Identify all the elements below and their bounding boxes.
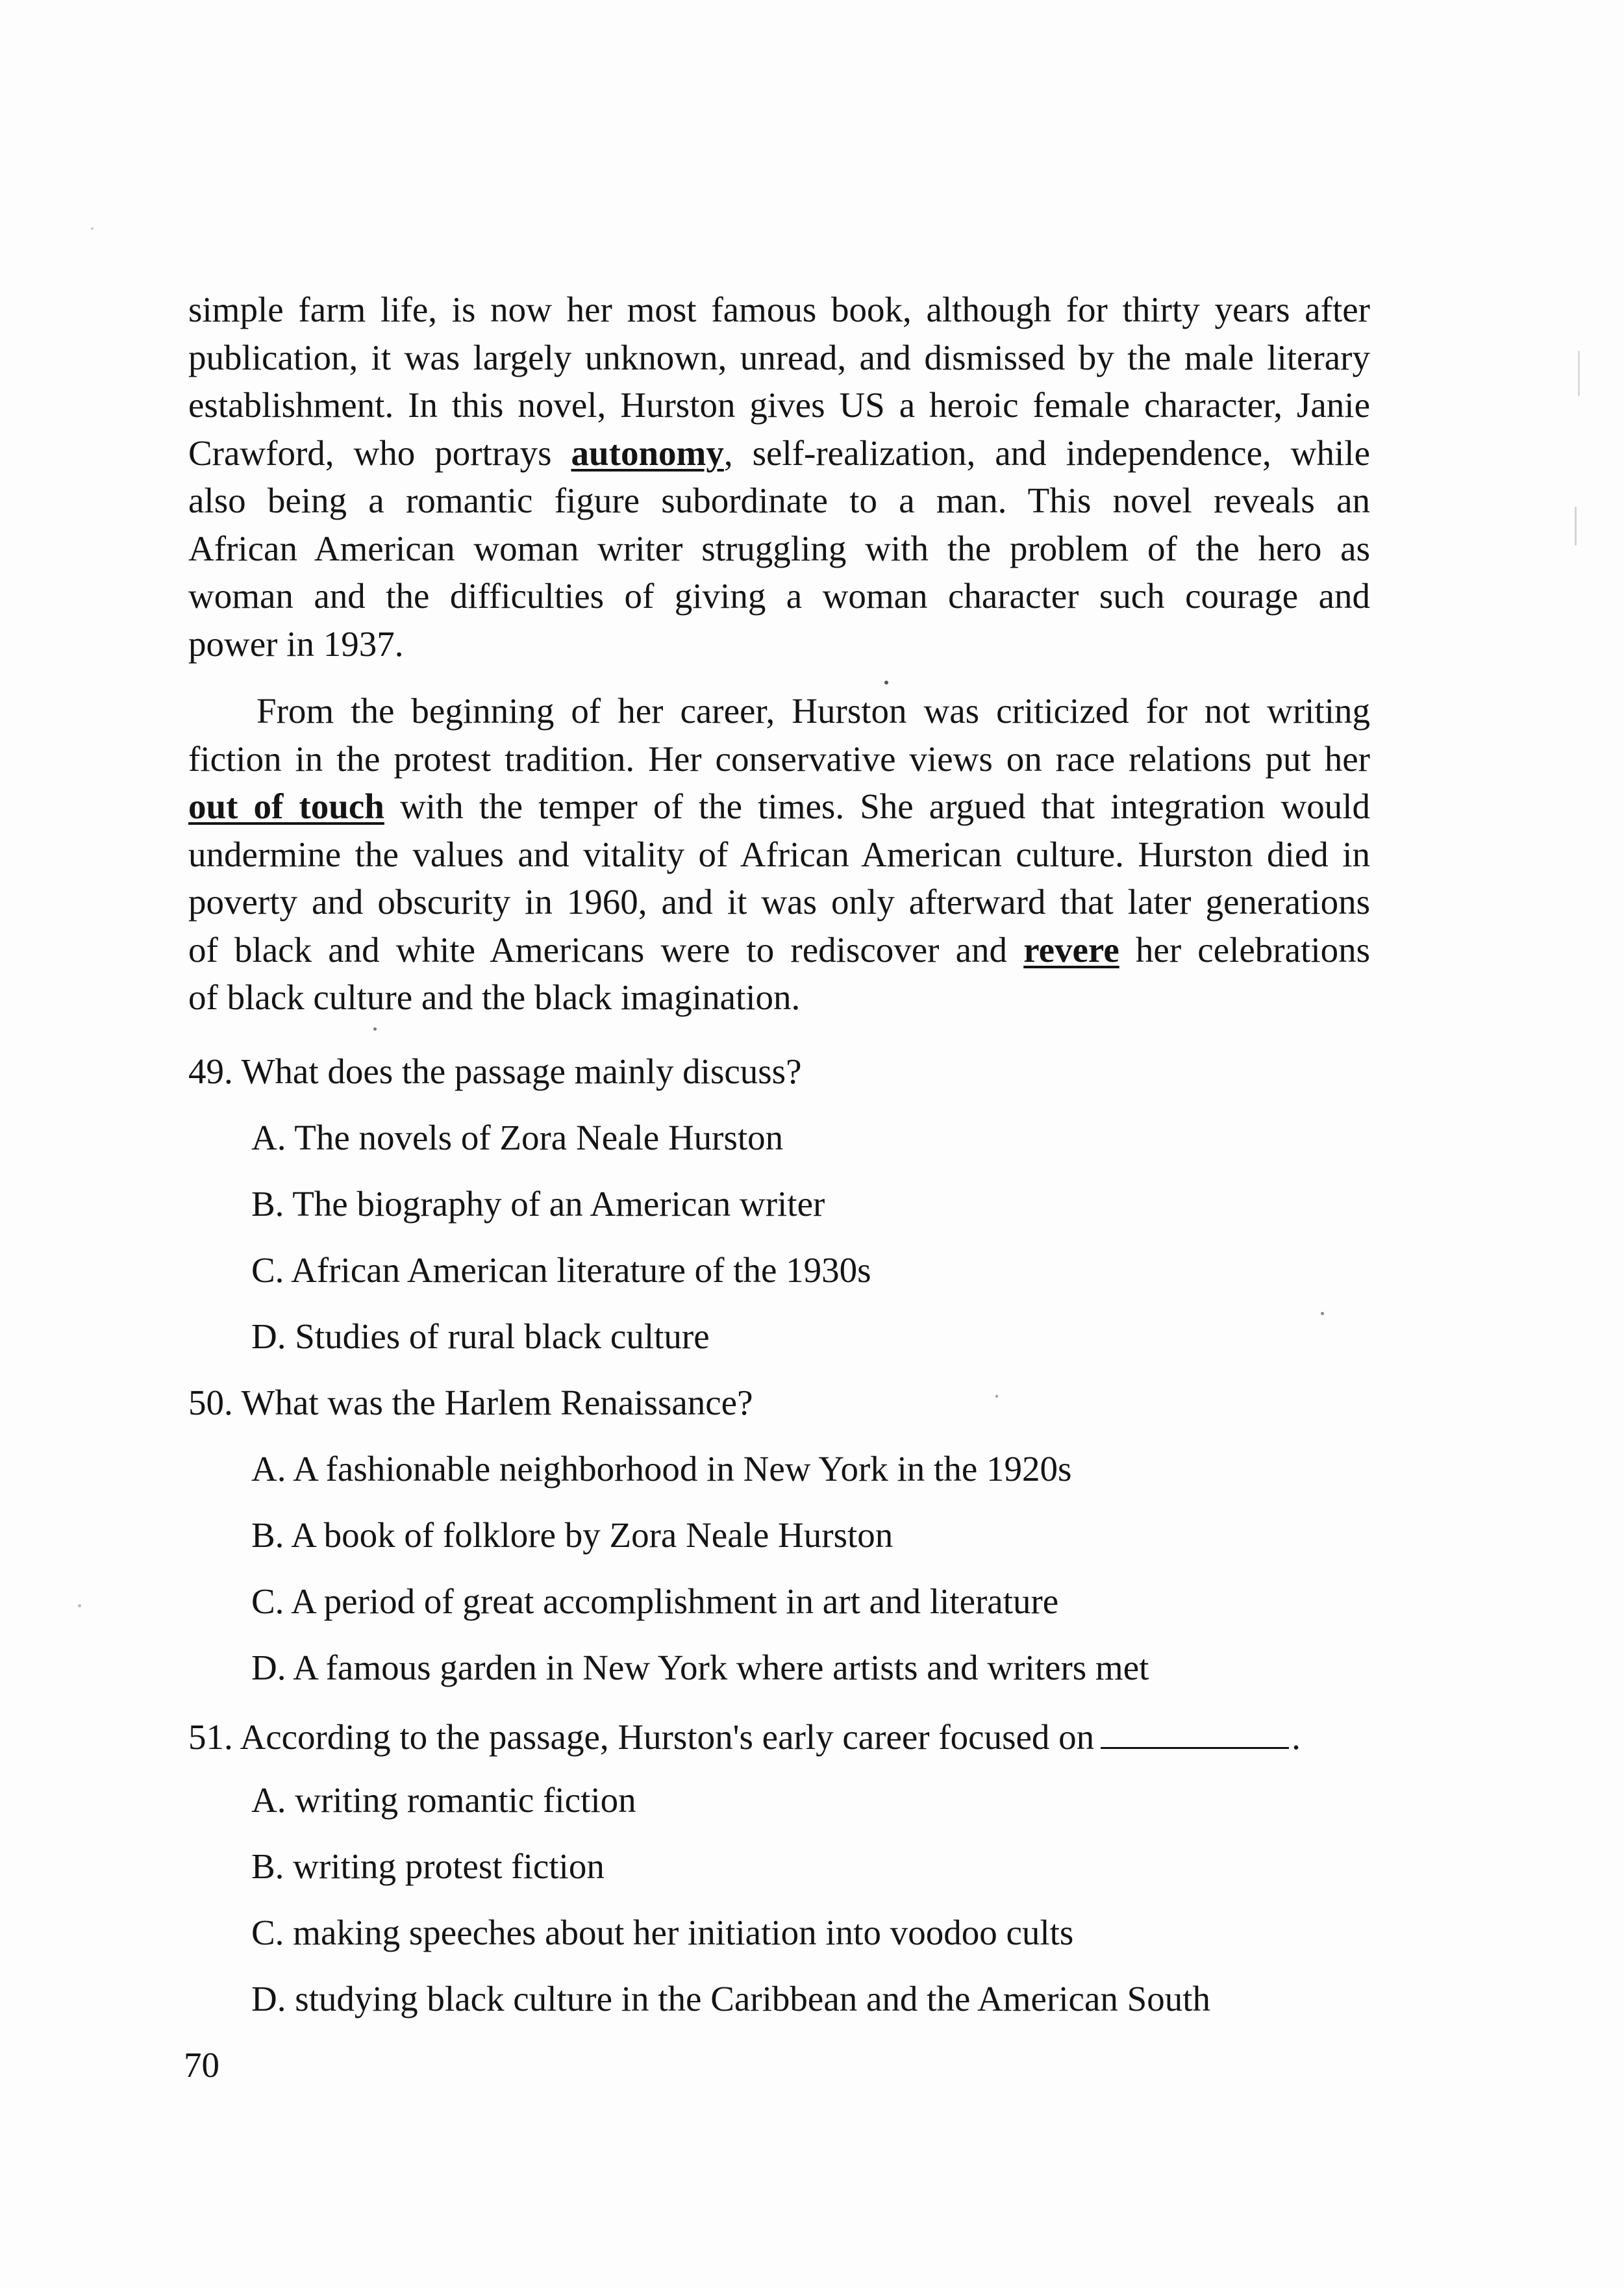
- paragraph-line: also being a romantic figure subordinate to a man. This novel reveals an: [188, 481, 1370, 520]
- question-number: 50.: [188, 1383, 233, 1422]
- paragraph-line: power in 1937.: [188, 623, 404, 664]
- line-text: her celebrations: [1119, 929, 1371, 970]
- option-50-d: D. A famous garden in New York where artists and writers met: [251, 1648, 1149, 1687]
- passage-paragraph-2: [188, 687, 1370, 1022]
- paragraph-line: [188, 783, 1370, 831]
- option-51-c: C. making speeches about her initiation into voodoo cults: [251, 1913, 1074, 1952]
- paragraph-line: woman and the difficulties of giving a woman character such courage and: [188, 576, 1370, 616]
- option-50-a: A. A fashionable neighborhood in New York in the 1920s: [251, 1449, 1072, 1489]
- question-text: What was the Harlem Renaissance?: [241, 1383, 753, 1422]
- scan-speck: [78, 1604, 81, 1607]
- question-text: What does the passage mainly discuss?: [241, 1051, 802, 1091]
- paragraph-line: establishment. In this novel, Hurston gives US a heroic female character, Janie: [188, 385, 1370, 425]
- keyword-autonomy: autonomy: [571, 433, 724, 473]
- line-text: of black and white Americans were to rediscover and: [188, 929, 1024, 970]
- paragraph-line: undermine the values and vitality of African American culture. Hurston died in: [188, 834, 1370, 874]
- question-text: According to the passage, Hurston's early career focused on: [240, 1717, 1095, 1757]
- keyword-revere: revere: [1023, 929, 1119, 970]
- passage-paragraph-1: [188, 286, 1370, 668]
- paragraph-line: [188, 429, 1370, 477]
- keyword-out-of-touch: out of touch: [188, 786, 384, 826]
- scan-speck: [91, 227, 94, 230]
- paragraph-line: of black culture and the black imagination.: [188, 977, 801, 1017]
- reading-passage: [188, 286, 1370, 1022]
- option-49-b: B. The biography of an American writer: [251, 1184, 825, 1224]
- question-number: 51.: [188, 1717, 233, 1757]
- line-text: Crawford, who portrays: [188, 433, 571, 473]
- page-number: 70: [184, 2045, 219, 2085]
- paragraph-line: African American woman writer struggling with the problem of the hero as: [188, 528, 1370, 568]
- scan-speck: [1321, 1312, 1324, 1315]
- scan-speck: [884, 681, 888, 685]
- answer-blank: [1101, 1715, 1289, 1749]
- option-50-c: C. A period of great accomplishment in art and literature: [251, 1581, 1059, 1621]
- option-50-b: B. A book of folklore by Zora Neale Hurston: [251, 1515, 893, 1555]
- line-text: with the temper of the times. She argued that integration would: [384, 786, 1371, 826]
- option-51-b: B. writing protest fiction: [251, 1846, 605, 1886]
- line-text: , self-realization, and independence, while: [723, 433, 1370, 473]
- option-49-c: C. African American literature of the 1930s: [251, 1250, 871, 1290]
- scan-speck: [995, 1395, 998, 1398]
- scan-speck: [1575, 507, 1577, 546]
- option-51-d: D. studying black culture in the Caribbean and the American South: [251, 1979, 1210, 2018]
- question-50: [188, 1383, 753, 1422]
- option-51-a: A. writing romantic fiction: [251, 1780, 636, 1820]
- paragraph-line: [188, 926, 1370, 974]
- option-49-a: A. The novels of Zora Neale Hurston: [251, 1118, 784, 1157]
- question-number: 49.: [188, 1051, 233, 1091]
- question-51: [188, 1715, 1301, 1757]
- question-end-punctuation: .: [1292, 1717, 1301, 1757]
- paragraph-line: simple farm life, is now her most famous book, although for thirty years after: [188, 290, 1370, 329]
- paragraph-line: poverty and obscurity in 1960, and it was only afterward that later generations: [188, 882, 1370, 922]
- paragraph-line: fiction in the protest tradition. Her conservative views on race relations put her: [188, 738, 1370, 779]
- scan-speck: [373, 1027, 377, 1031]
- scan-speck: [1578, 351, 1580, 396]
- question-49: [188, 1052, 802, 1091]
- paragraph-line: publication, it was largely unknown, unread, and dismissed by the male literary: [188, 337, 1370, 377]
- option-49-d: D. Studies of rural black culture: [251, 1316, 710, 1356]
- paragraph-line: From the beginning of her career, Hurston was criticized for not writing: [256, 691, 1370, 731]
